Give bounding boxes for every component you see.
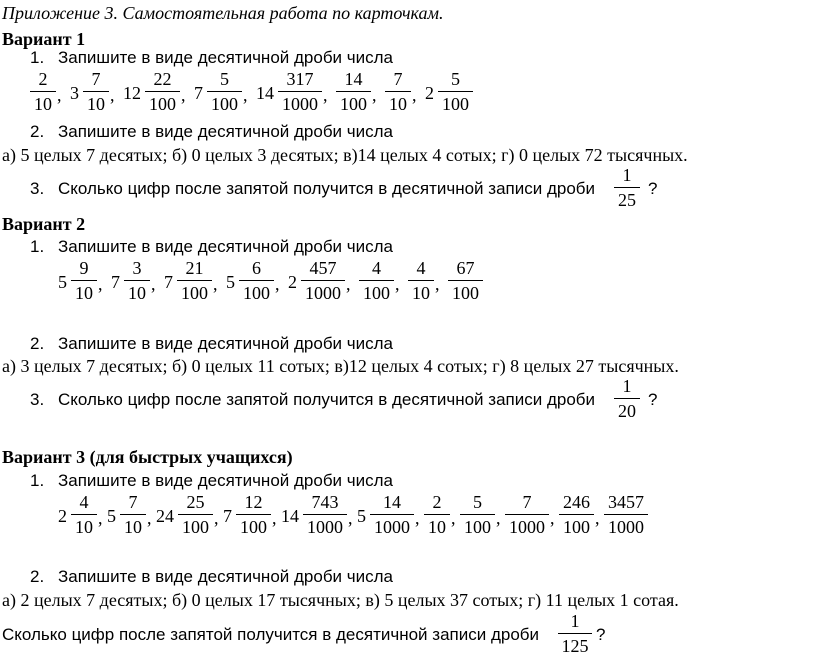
- fraction-bar: [385, 91, 411, 92]
- denominator: 100: [182, 517, 209, 537]
- fraction: [71, 493, 97, 536]
- numerator: 9: [79, 258, 89, 278]
- v2-q3-text: Сколько цифр после запятой получится в десятичной записи дроби: [58, 390, 596, 409]
- fraction-bar: [301, 280, 345, 281]
- numerator: 4: [372, 258, 381, 278]
- comma-separator: ,: [147, 508, 152, 528]
- v1-q2-number: 2.: [30, 122, 45, 141]
- fraction: [207, 70, 242, 113]
- numerator: 3457: [608, 492, 644, 512]
- fraction: [559, 493, 594, 536]
- v1-q3-question-mark: ?: [648, 179, 658, 198]
- numerator: 7: [393, 69, 403, 89]
- v2-q3-fraction: [614, 377, 640, 420]
- numerator: 67: [456, 258, 475, 278]
- denominator: 100: [363, 283, 390, 303]
- fraction: [278, 70, 322, 113]
- whole-part: 14: [256, 83, 274, 103]
- numerator: 7: [128, 492, 138, 512]
- comma-separator: ,: [550, 508, 555, 528]
- numerator: 7: [522, 492, 532, 512]
- fraction-bar: [614, 187, 640, 188]
- fraction-bar: [558, 633, 592, 634]
- comma-separator: ,: [372, 85, 377, 105]
- whole-part: 5: [357, 506, 366, 526]
- fraction: [505, 493, 549, 536]
- denominator: 10: [128, 283, 146, 303]
- denominator: 1000: [509, 517, 545, 537]
- comma-separator: ,: [98, 508, 103, 528]
- v3-q1-number: 1.: [30, 471, 45, 490]
- fraction-bar: [359, 280, 394, 281]
- numerator: 6: [252, 258, 261, 278]
- variant-2-heading: Вариант 2: [2, 214, 86, 234]
- numerator: 21: [185, 258, 204, 278]
- fraction-bar: [178, 514, 213, 515]
- numerator: 5: [473, 492, 482, 512]
- fraction: [71, 259, 97, 302]
- comma-separator: ,: [275, 274, 280, 294]
- v2-q2-items: а) 3 целых 7 десятых; б) 0 целых 11 сотых; в)12 целых 4 сотых; г) 8 целых 27 тысячных.: [2, 356, 679, 376]
- denominator: 10: [389, 94, 407, 114]
- fraction-bar: [336, 91, 371, 92]
- fraction: [145, 70, 180, 113]
- fraction: [177, 259, 212, 302]
- numerator: 14: [344, 69, 363, 89]
- numerator: 2: [38, 69, 48, 89]
- denominator: 10: [87, 94, 105, 114]
- numerator: 7: [91, 69, 101, 89]
- denominator: 1000: [307, 517, 343, 537]
- fraction: [239, 259, 274, 302]
- fraction: [236, 493, 271, 536]
- fraction-bar: [505, 514, 549, 515]
- fraction-bar: [460, 514, 495, 515]
- fraction: [448, 259, 483, 302]
- numerator: 22: [153, 69, 172, 89]
- fraction: [385, 70, 411, 113]
- numerator: 1: [570, 611, 580, 631]
- numerator: 1: [622, 165, 632, 185]
- v1-q1-number: 1.: [30, 48, 45, 67]
- v1-q3-number: 3.: [30, 179, 45, 198]
- whole-part: 7: [194, 83, 203, 103]
- denominator: 100: [243, 283, 270, 303]
- fraction-bar: [438, 91, 473, 92]
- fraction: [178, 493, 213, 536]
- comma-separator: ,: [151, 274, 156, 294]
- whole-part: 2: [425, 83, 434, 103]
- denominator: 10: [34, 94, 52, 114]
- fraction-bar: [604, 514, 648, 515]
- numerator: 14: [383, 492, 401, 512]
- v2-q3-number: 3.: [30, 390, 45, 409]
- fraction: [83, 70, 109, 113]
- whole-part: 14: [281, 506, 299, 526]
- numerator: 1: [622, 376, 632, 396]
- v2-q1-number: 1.: [30, 237, 45, 256]
- variant-1-heading: Вариант 1: [2, 29, 86, 49]
- fraction: [336, 70, 371, 113]
- comma-separator: ,: [98, 274, 103, 294]
- fraction: [424, 493, 450, 536]
- v2-q2-number: 2.: [30, 334, 45, 353]
- denominator: 1000: [374, 517, 410, 537]
- numerator: 317: [286, 69, 314, 89]
- v1-q3-text: Сколько цифр после запятой получится в десятичной записи дроби: [58, 179, 596, 198]
- numerator: 12: [244, 492, 263, 512]
- fraction: [303, 493, 347, 536]
- comma-separator: ,: [272, 508, 277, 528]
- comma-separator: ,: [451, 508, 456, 528]
- fraction-bar: [71, 514, 97, 515]
- fraction-bar: [83, 91, 109, 92]
- v3-q3-text: Сколько цифр после запятой получится в десятичной записи дроби: [2, 625, 540, 644]
- comma-separator: ,: [346, 274, 351, 294]
- comma-separator: ,: [435, 274, 440, 294]
- comma-separator: ,: [57, 85, 62, 105]
- v3-q1-text: Запишите в виде десятичной дроби числа: [58, 471, 394, 490]
- denominator: 10: [124, 517, 142, 537]
- v3-q3-fraction: [558, 612, 592, 655]
- comma-separator: ,: [496, 508, 501, 528]
- fraction-bar: [559, 514, 594, 515]
- fraction: [120, 493, 146, 536]
- denominator: 10: [75, 517, 93, 537]
- denominator: 100: [211, 94, 238, 114]
- numerator: 4: [79, 492, 89, 512]
- fraction-bar: [120, 514, 146, 515]
- whole-part: 12: [123, 83, 141, 103]
- fraction-bar: [207, 91, 242, 92]
- fraction: [460, 493, 495, 536]
- comma-separator: ,: [415, 508, 420, 528]
- comma-separator: ,: [181, 85, 186, 105]
- whole-part: 2: [288, 272, 297, 292]
- whole-part: 7: [164, 272, 173, 292]
- denominator: 100: [563, 517, 590, 537]
- denominator: 100: [149, 94, 176, 114]
- numerator: 5: [220, 69, 229, 89]
- fraction: [359, 259, 394, 302]
- v1-q2-items: а) 5 целых 7 десятых; б) 0 целых 3 десятых; в)14 целых 4 сотых; г) 0 целых 72 тысячных.: [2, 145, 688, 165]
- fraction-bar: [177, 280, 212, 281]
- fraction-bar: [614, 398, 640, 399]
- numerator: 25: [186, 492, 205, 512]
- fraction-bar: [145, 91, 180, 92]
- fraction: [301, 259, 345, 302]
- denominator: 100: [181, 283, 208, 303]
- denominator: 10: [412, 283, 430, 303]
- fraction-bar: [370, 514, 414, 515]
- denominator: 125: [561, 636, 589, 656]
- fraction: [604, 493, 648, 536]
- whole-part: 5: [226, 272, 235, 292]
- whole-part: 5: [107, 506, 116, 526]
- fraction-bar: [408, 280, 434, 281]
- comma-separator: ,: [323, 85, 328, 105]
- denominator: 100: [442, 94, 469, 114]
- whole-part: 3: [70, 83, 79, 103]
- v3-q3-question-mark: ?: [596, 625, 606, 644]
- whole-part: 7: [223, 506, 232, 526]
- whole-part: 5: [58, 272, 67, 292]
- numerator: 246: [563, 492, 590, 512]
- v1-q1-text: Запишите в виде десятичной дроби числа: [58, 48, 394, 67]
- fraction-bar: [71, 280, 97, 281]
- v2-q2-text: Запишите в виде десятичной дроби числа: [58, 334, 394, 353]
- fraction-bar: [30, 91, 56, 92]
- v2-q3-question-mark: ?: [648, 390, 658, 409]
- v1-q3-fraction: [614, 166, 640, 209]
- fraction-bar: [278, 91, 322, 92]
- fraction-bar: [448, 280, 483, 281]
- whole-part: 24: [156, 506, 174, 526]
- fraction-bar: [424, 514, 450, 515]
- denominator: 10: [428, 517, 446, 537]
- v3-q2-number: 2.: [30, 567, 45, 586]
- denominator: 1000: [305, 283, 341, 303]
- comma-separator: ,: [412, 85, 417, 105]
- fraction-bar: [303, 514, 347, 515]
- v3-q2-items: а) 2 целых 7 десятых; б) 0 целых 17 тысячных; в) 5 целых 37 сотых; г) 11 целых 1 сотая.: [2, 590, 679, 610]
- v1-q2-text: Запишите в виде десятичной дроби числа: [58, 122, 394, 141]
- fraction: [30, 70, 56, 113]
- denominator: 10: [75, 283, 93, 303]
- comma-separator: ,: [395, 274, 400, 294]
- v3-q2-text: Запишите в виде десятичной дроби числа: [58, 567, 394, 586]
- denominator: 1000: [608, 517, 644, 537]
- comma-separator: ,: [214, 508, 219, 528]
- fraction: [370, 493, 414, 536]
- fraction-bar: [124, 280, 150, 281]
- denominator: 25: [618, 190, 636, 210]
- v2-q1-text: Запишите в виде десятичной дроби числа: [58, 237, 394, 256]
- numerator: 2: [432, 492, 442, 512]
- numerator: 457: [309, 258, 337, 278]
- numerator: 743: [311, 492, 339, 512]
- comma-separator: ,: [348, 508, 353, 528]
- numerator: 3: [132, 258, 142, 278]
- denominator: 100: [340, 94, 367, 114]
- denominator: 20: [618, 401, 636, 421]
- denominator: 100: [240, 517, 267, 537]
- fraction: [438, 70, 473, 113]
- comma-separator: ,: [595, 508, 600, 528]
- fraction: [124, 259, 150, 302]
- denominator: 100: [452, 283, 479, 303]
- comma-separator: ,: [110, 85, 115, 105]
- comma-separator: ,: [213, 274, 218, 294]
- denominator: 100: [464, 517, 491, 537]
- fraction-bar: [239, 280, 274, 281]
- denominator: 1000: [282, 94, 318, 114]
- fraction-bar: [236, 514, 271, 515]
- fraction: [408, 259, 434, 302]
- numerator: 4: [416, 258, 426, 278]
- whole-part: 7: [111, 272, 120, 292]
- comma-separator: ,: [243, 85, 248, 105]
- whole-part: 2: [58, 506, 67, 526]
- variant-3-heading: Вариант 3 (для быстрых учащихся): [2, 447, 293, 467]
- numerator: 5: [451, 69, 460, 89]
- document-title: Приложение 3. Самостоятельная работа по карточкам.: [2, 3, 444, 23]
